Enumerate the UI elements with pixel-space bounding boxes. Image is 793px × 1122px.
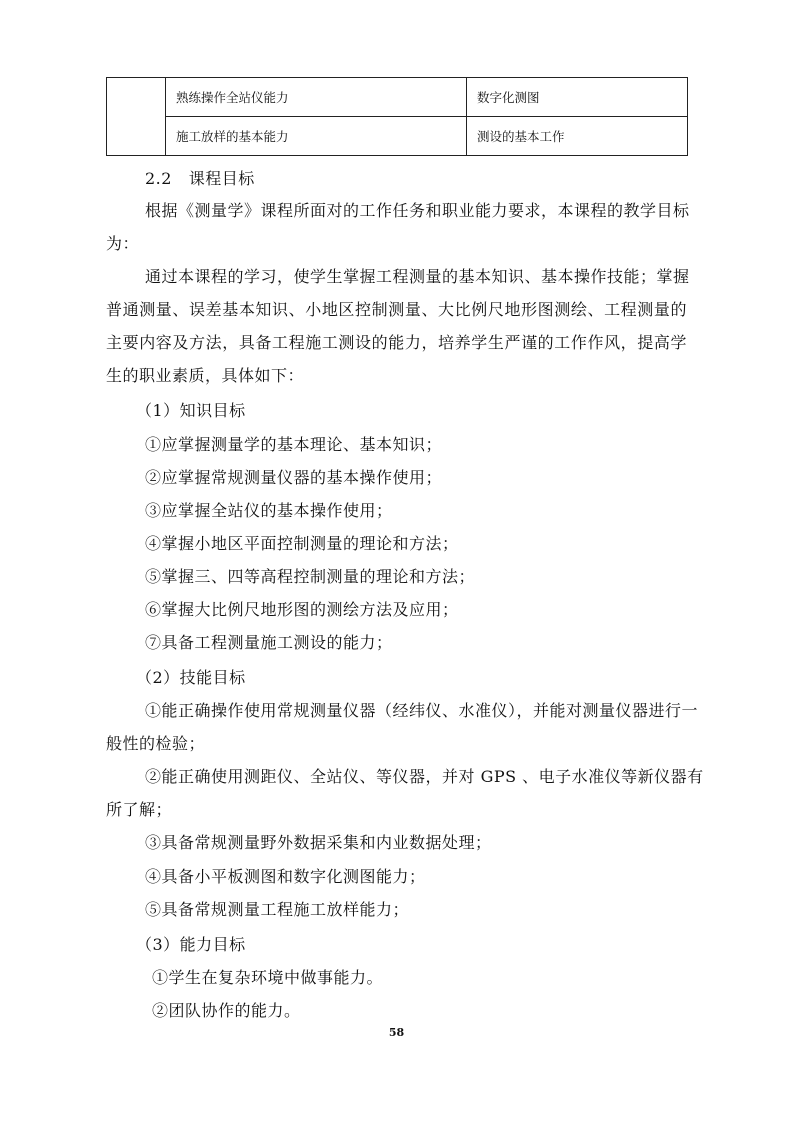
knowledge-item: ②应掌握常规测量仪器的基本操作使用； bbox=[145, 468, 443, 487]
section-title: 课程目标 bbox=[188, 169, 255, 188]
skills-item-1-line-2: 般性的检验； bbox=[106, 734, 206, 753]
knowledge-heading: （1）知识目标 bbox=[136, 401, 246, 420]
intro-line-1: 根据《测量学》课程所面对的工作任务和职业能力要求，本课程的教学目标 bbox=[145, 201, 690, 220]
skills-item-2-line-1: ②能正确使用测距仪、全站仪、等仪器，并对 GPS 、电子水准仪等新仪器有 bbox=[145, 767, 704, 786]
skills-item: ⑤具备常规测量工程施工放样能力； bbox=[145, 900, 410, 919]
paragraph-line-2: 普通测量、误差基本知识、小地区控制测量、大比例尺地形图测绘、工程测量的 bbox=[106, 300, 687, 319]
ability-item: ②团队协作的能力。 bbox=[152, 1001, 301, 1020]
ability-item: ①学生在复杂环境中做事能力。 bbox=[152, 968, 384, 987]
knowledge-item: ③应掌握全站仪的基本操作使用； bbox=[145, 501, 393, 520]
table-cell: 数字化测图 bbox=[467, 78, 688, 117]
table-cell: 施工放样的基本能力 bbox=[166, 117, 467, 156]
skills-heading: （2）技能目标 bbox=[136, 668, 246, 687]
skills-item-2-line-2: 所了解； bbox=[106, 800, 173, 819]
table-cell: 熟练操作全站仪能力 bbox=[166, 78, 467, 117]
paragraph-line-3: 主要内容及方法，具备工程施工测设的能力，培养学生严谨的工作作风，提高学 bbox=[106, 333, 687, 352]
skills-item: ③具备常规测量野外数据采集和内业数据处理； bbox=[145, 833, 492, 852]
paragraph-line-4: 生的职业素质，具体如下： bbox=[106, 366, 305, 385]
page-number: 58 bbox=[388, 1026, 405, 1039]
knowledge-item: ①应掌握测量学的基本理论、基本知识； bbox=[145, 435, 443, 454]
knowledge-item: ⑦具备工程测量施工测设的能力； bbox=[145, 633, 393, 652]
section-heading bbox=[145, 166, 255, 189]
table-cell-empty bbox=[107, 78, 166, 156]
table-row bbox=[107, 78, 688, 117]
objectives-table bbox=[106, 77, 688, 156]
skills-item: ④具备小平板测图和数字化测图能力； bbox=[145, 867, 426, 886]
knowledge-item: ⑥掌握大比例尺地形图的测绘方法及应用； bbox=[145, 600, 459, 619]
table-cell: 测设的基本工作 bbox=[467, 117, 688, 156]
knowledge-item: ⑤掌握三、四等高程控制测量的理论和方法； bbox=[145, 567, 476, 586]
section-number: 2.2 bbox=[145, 169, 172, 188]
skills-item-1-line-1: ①能正确操作使用常规测量仪器（经纬仪、水准仪），并能对测量仪器进行一 bbox=[145, 701, 699, 720]
intro-line-2: 为： bbox=[106, 234, 140, 253]
knowledge-item: ④掌握小地区平面控制测量的理论和方法； bbox=[145, 534, 459, 553]
ability-heading: （3）能力目标 bbox=[136, 935, 246, 954]
paragraph-line-1: 通过本课程的学习，使学生掌握工程测量的基本知识、基本操作技能；掌握 bbox=[145, 267, 690, 286]
table-row bbox=[107, 117, 688, 156]
